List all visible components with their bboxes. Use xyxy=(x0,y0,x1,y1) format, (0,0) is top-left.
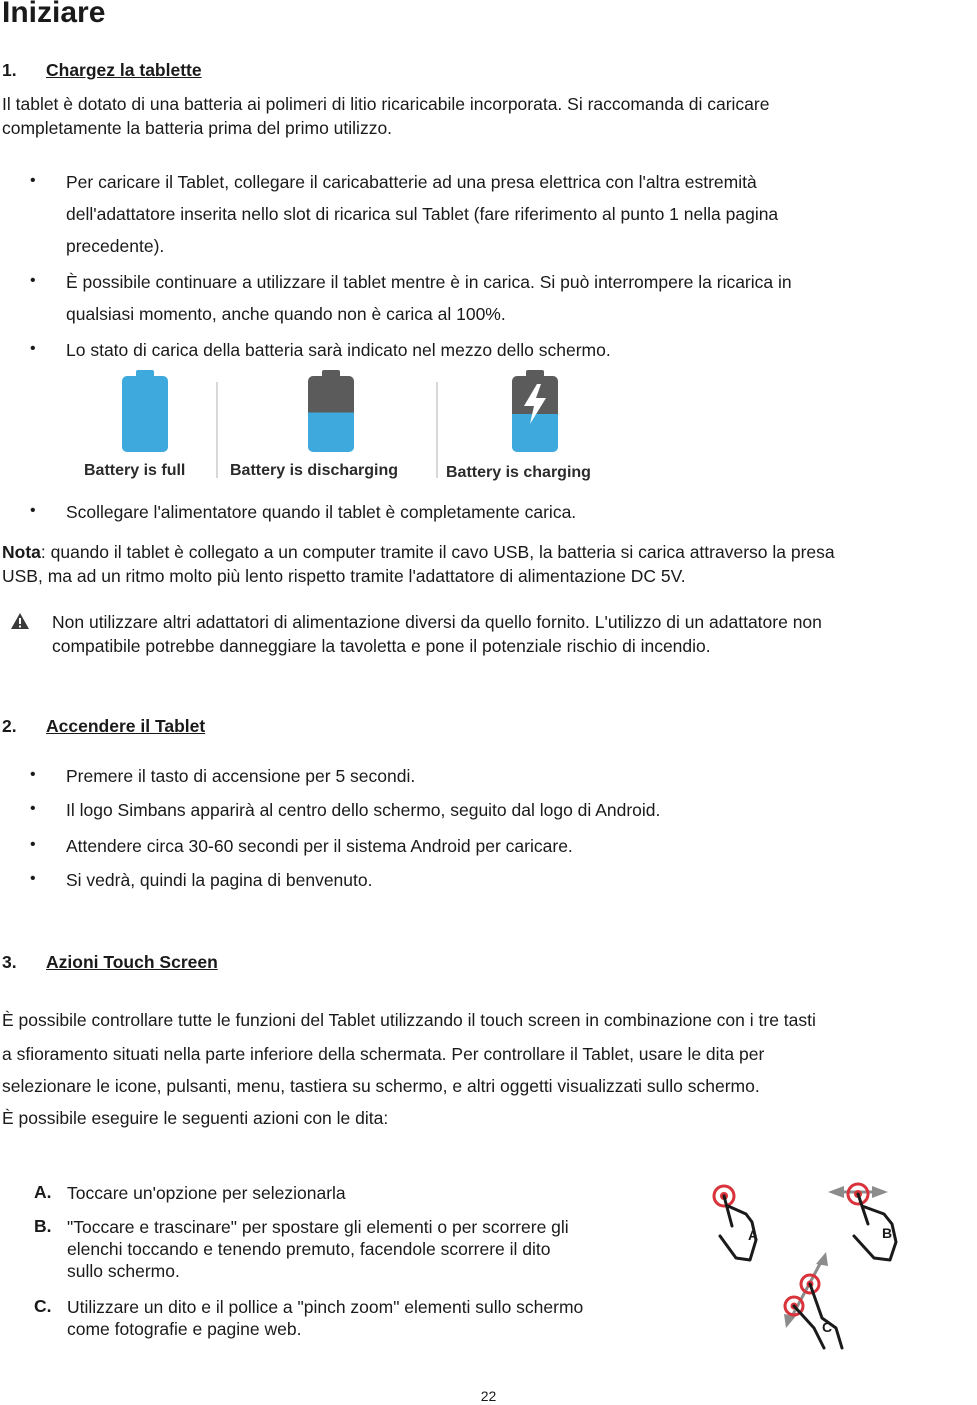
section-title: Chargez la tablette xyxy=(46,60,202,80)
action-line: come fotografie e pagine web. xyxy=(67,1319,302,1339)
bullet-dot: • xyxy=(30,172,36,189)
section-number: 1. xyxy=(2,60,17,80)
page-title: Iniziare xyxy=(2,0,106,29)
drag-gesture-icon xyxy=(828,1184,896,1260)
section-title: Azioni Touch Screen xyxy=(46,952,218,972)
bullet-dot: • xyxy=(30,766,36,783)
bullet-dot: • xyxy=(30,870,36,887)
note-line: USB, ma ad un ritmo molto più lento rispetto tramite l'adattatore di alimentazione DC 5V. xyxy=(2,566,686,586)
intro-line: completamente la batteria prima del primo utilizzo. xyxy=(2,118,393,138)
bullet-text: È possibile continuare a utilizzare il tablet mentre è in carica. Si può interrompere la ricarica in xyxy=(66,272,792,292)
section-heading-2 xyxy=(2,716,402,740)
bullet-text: Lo stato di carica della batteria sarà indicato nel mezzo dello schermo. xyxy=(66,340,611,360)
action-text xyxy=(67,1216,569,1282)
battery-label: Battery is discharging xyxy=(230,462,399,479)
bullet-dot: • xyxy=(30,800,36,817)
intro-line: Il tablet è dotato di una batteria ai polimeri di litio ricaricabile incorporata. Si raccomanda di caricare xyxy=(2,94,770,114)
warning-line: compatibile potrebbe danneggiare la tavoletta e pone il potenziale rischio di incendio. xyxy=(52,636,711,656)
note-label: Nota xyxy=(2,542,41,562)
bullet-text: dell'adattatore inserita nello slot di ricarica sul Tablet (fare riferimento al punto 1 nella pagina xyxy=(66,204,779,224)
action-text xyxy=(67,1182,346,1204)
action-letter: C. xyxy=(34,1296,52,1316)
tap-gesture-icon xyxy=(714,1186,758,1260)
bullet-text: Si vedrà, quindi la pagina di benvenuto. xyxy=(66,870,373,890)
action-text xyxy=(67,1296,583,1340)
paragraph-line: È possibile controllare tutte le funzioni del Tablet utilizzando il touch screen in combinazione con i tre tasti xyxy=(2,1010,816,1030)
section-number: 2. xyxy=(2,716,17,736)
bullet-dot: • xyxy=(30,836,36,853)
section-title: Accendere il Tablet xyxy=(46,716,206,736)
action-line: "Toccare e trascinare" per spostare gli elementi o per scorrere gli xyxy=(67,1217,569,1237)
warning-line: Non utilizzare altri adattatori di alimentazione diversi da quello fornito. L'utilizzo di un adattatore non xyxy=(52,612,822,632)
bullet-dot: • xyxy=(30,502,36,519)
pinch-gesture-icon xyxy=(784,1252,842,1348)
section-number: 3. xyxy=(2,952,17,972)
action-letter: A. xyxy=(34,1182,52,1202)
lightning-icon xyxy=(522,384,548,424)
page-number: 22 xyxy=(480,1388,497,1404)
section-heading-3 xyxy=(2,952,402,976)
note-line xyxy=(2,540,835,564)
action-line: Toccare un'opzione per selezionarla xyxy=(67,1183,346,1203)
divider xyxy=(216,382,218,478)
action-letter: B. xyxy=(34,1216,52,1236)
bullet-dot: • xyxy=(30,272,36,289)
bullet-text: Scollegare l'alimentatore quando il tablet è completamente carica. xyxy=(66,502,577,522)
action-line: Utilizzare un dito e il pollice a "pinch zoom" elementi sullo schermo xyxy=(67,1297,584,1317)
action-line: sullo schermo. xyxy=(67,1261,180,1281)
warning-icon xyxy=(10,612,30,630)
bullet-dot: • xyxy=(30,340,36,357)
paragraph-line: selezionare le icone, pulsanti, menu, tastiera su schermo, e altri oggetti visualizzati sullo schermo. xyxy=(2,1076,760,1096)
action-line: elenchi toccando e tenendo premuto, facendole scorrere il dito xyxy=(67,1239,551,1259)
note-text: : quando il tablet è collegato a un computer tramite il cavo USB, la batteria si carica attraverso la presa xyxy=(40,542,835,562)
battery-label: Battery is full xyxy=(84,462,186,479)
bullet-text: Il logo Simbans apparirà al centro dello schermo, seguito dal logo di Android. xyxy=(66,800,661,820)
paragraph-line: a sfioramento situati nella parte inferiore della schermata. Per controllare il Tablet, usare le dita per xyxy=(2,1044,765,1064)
gesture-label: C xyxy=(822,1319,833,1335)
divider xyxy=(436,382,438,478)
battery-label: Battery is charging xyxy=(446,464,591,481)
paragraph-line: È possibile eseguire le seguenti azioni con le dita: xyxy=(2,1108,389,1128)
bullet-text: Attendere circa 30-60 secondi per il sistema Android per caricare. xyxy=(66,836,573,856)
section-heading-1 xyxy=(2,60,402,84)
bullet-text: precedente). xyxy=(66,236,165,256)
bullet-text: qualsiasi momento, anche quando non è carica al 100%. xyxy=(66,304,506,324)
gesture-label: A xyxy=(748,1227,759,1243)
bullet-text: Per caricare il Tablet, collegare il caricabatterie ad una presa elettrica con l'altra estremità xyxy=(66,172,757,192)
bullet-text: Premere il tasto di accensione per 5 secondi. xyxy=(66,766,416,786)
battery-status-figure xyxy=(76,364,622,494)
gesture-label: B xyxy=(882,1225,893,1241)
gesture-illustrations xyxy=(706,1178,926,1363)
